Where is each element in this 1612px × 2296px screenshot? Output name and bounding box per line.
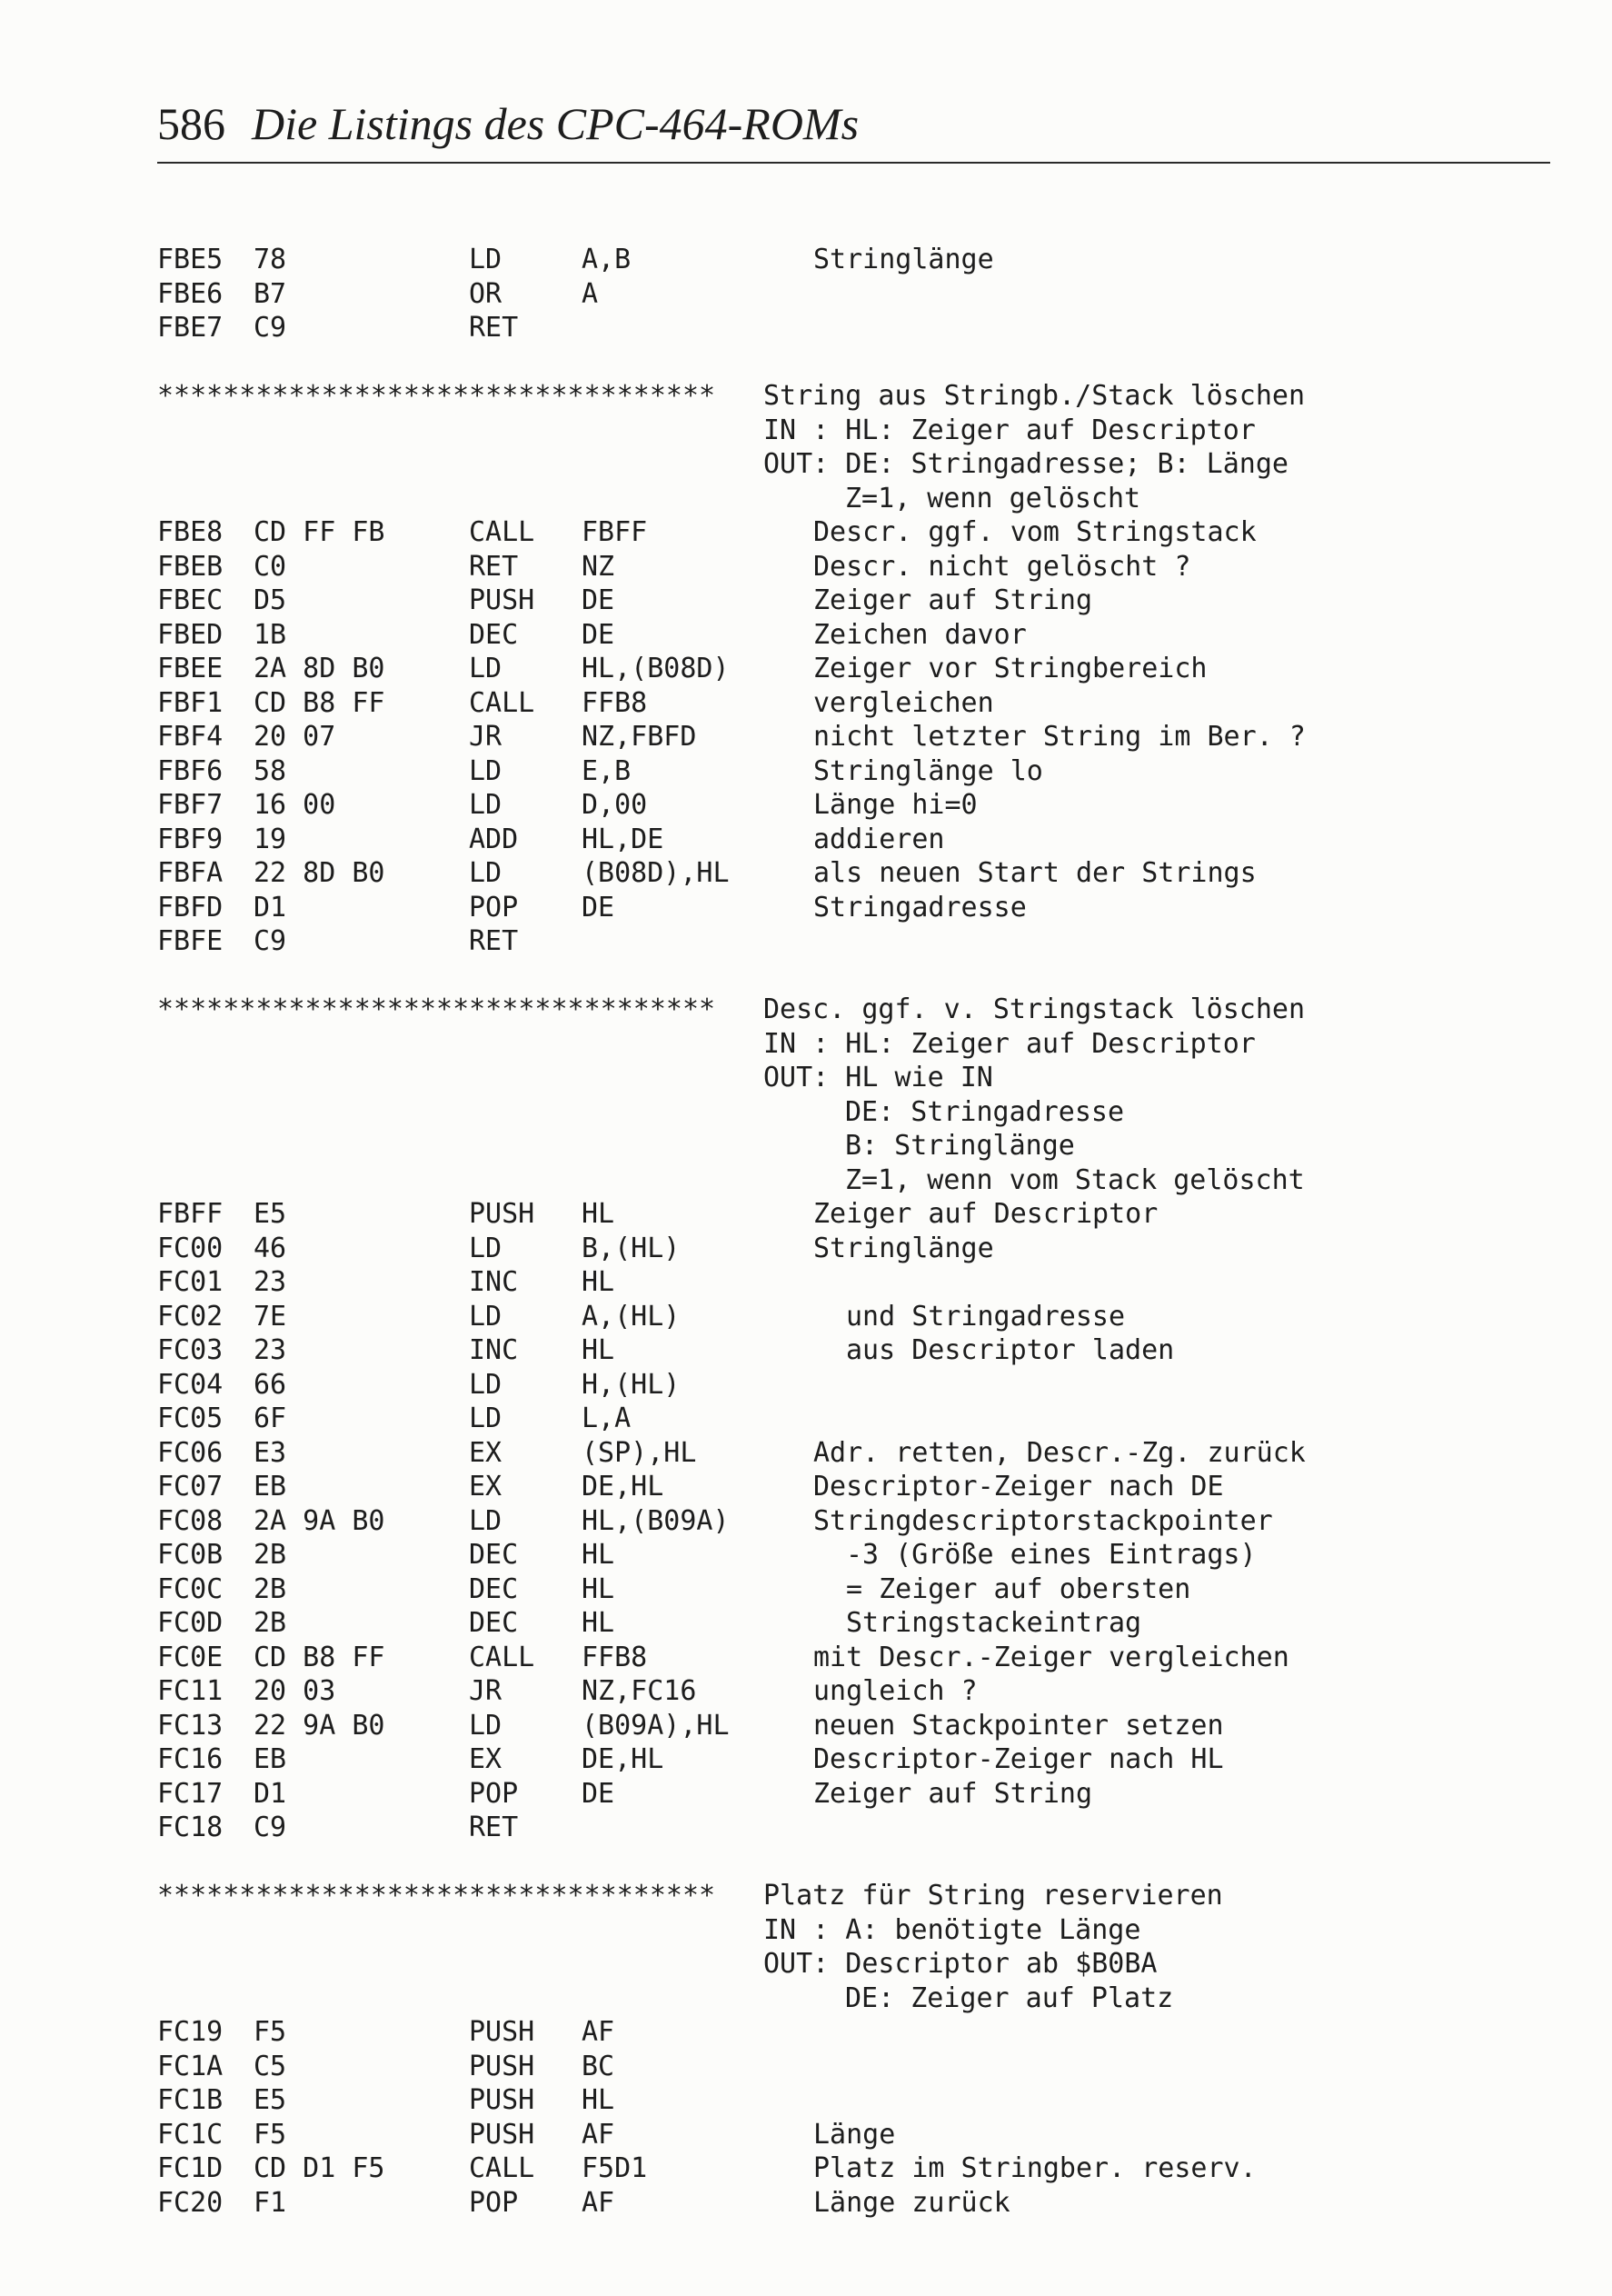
address-cell: FBF7 <box>157 789 224 821</box>
address-cell: FC03 <box>157 1334 224 1366</box>
address-cell: FBFE <box>157 925 224 957</box>
address-cell: FC00 <box>157 1232 224 1264</box>
section-note: DE: Stringadresse <box>845 1095 1125 1128</box>
comment: Zeiger auf String <box>813 584 1093 616</box>
mnemonic: RET <box>469 1812 519 1843</box>
address-cell: FC13 <box>157 1709 224 1742</box>
opcode-bytes: C9 <box>254 1812 287 1843</box>
comment: -3 (Größe eines Eintrags) <box>846 1539 1257 1571</box>
mnemonic: DEC <box>469 618 519 651</box>
code-row <box>0 1265 1612 1300</box>
section-note: Z=1, wenn vom Stack gelöscht <box>845 1163 1305 1196</box>
code-row <box>0 2151 1612 2186</box>
address-cell: FC1B <box>157 2084 224 2116</box>
opcode-bytes: 20 07 <box>254 721 336 753</box>
code-row <box>0 1470 1612 1504</box>
operand: DE <box>582 584 615 616</box>
comment: Zeiger auf Descriptor <box>813 1198 1159 1230</box>
opcode-bytes: B7 <box>254 277 287 310</box>
operand: FFB8 <box>582 686 648 719</box>
section-note-row <box>0 414 1612 448</box>
mnemonic: CALL <box>469 516 535 548</box>
section-note-row <box>0 447 1612 482</box>
operand: H,(HL) <box>582 1368 681 1401</box>
code-row <box>0 550 1612 584</box>
address-cell: FC1A <box>157 2050 224 2082</box>
opcode-bytes: 66 <box>254 1368 287 1401</box>
mnemonic: LD <box>469 244 503 275</box>
operand: HL <box>582 1607 615 1639</box>
section-title: String aus Stringb./Stack löschen <box>763 380 1306 412</box>
operand: D,00 <box>582 789 648 821</box>
comment: vergleichen <box>813 686 994 719</box>
mnemonic: PUSH <box>469 2118 535 2151</box>
assembly-listing <box>0 243 1612 2242</box>
code-row <box>0 1709 1612 1743</box>
opcode-bytes: 22 9A B0 <box>254 1709 385 1742</box>
operand: BC <box>582 2050 615 2082</box>
page-title: Die Listings des CPC-464-ROMs <box>252 98 860 149</box>
address-cell: FBFD <box>157 891 224 923</box>
comment: Zeiger vor Stringbereich <box>813 653 1208 684</box>
mnemonic: LD <box>469 857 503 889</box>
code-row <box>0 2118 1612 2152</box>
mnemonic: LD <box>469 754 503 787</box>
code-row <box>0 1777 1612 1812</box>
comment: Stringstackeintrag <box>846 1607 1142 1639</box>
address-cell: FBE5 <box>157 244 224 275</box>
opcode-bytes: F5 <box>254 2016 287 2048</box>
separator-stars: ********************************** <box>157 993 716 1025</box>
address-cell: FC02 <box>157 1300 224 1333</box>
opcode-bytes: F5 <box>254 2118 287 2151</box>
operand: NZ,FC16 <box>582 1675 697 1707</box>
code-row <box>0 686 1612 721</box>
section-note: DE: Zeiger auf Platz <box>845 1982 1174 2014</box>
address-cell: FBF1 <box>157 686 224 719</box>
comment: Stringlänge <box>813 244 994 275</box>
section-note: OUT: DE: Stringadresse; B: Länge <box>763 448 1289 480</box>
comment: Descriptor-Zeiger nach DE <box>813 1471 1224 1502</box>
opcode-bytes: 16 00 <box>254 789 336 821</box>
operand: B,(HL) <box>582 1232 681 1264</box>
section-header-row <box>0 993 1612 1027</box>
address-cell: FC08 <box>157 1504 224 1537</box>
code-row <box>0 891 1612 925</box>
section-note-row <box>0 1027 1612 1062</box>
code-row <box>0 1606 1612 1641</box>
mnemonic: CALL <box>469 686 535 719</box>
code-row <box>0 720 1612 754</box>
mnemonic: LD <box>469 1403 503 1434</box>
comment: Stringlänge lo <box>813 754 1043 787</box>
opcode-bytes: 1B <box>254 618 287 651</box>
opcode-bytes: 23 <box>254 1334 287 1366</box>
opcode-bytes: CD FF FB <box>254 516 385 548</box>
section-note: OUT: Descriptor ab $B0BA <box>763 1948 1158 1980</box>
operand: HL <box>582 1266 615 1298</box>
mnemonic: POP <box>469 891 519 923</box>
opcode-bytes: CD D1 F5 <box>254 2152 385 2184</box>
comment: Stringadresse <box>813 891 1027 923</box>
section-note: Z=1, wenn gelöscht <box>845 482 1141 514</box>
comment: ungleich ? <box>813 1675 978 1707</box>
operand: A,(HL) <box>582 1300 681 1333</box>
comment: Zeichen davor <box>813 618 1027 651</box>
section-note: B: Stringlänge <box>845 1130 1075 1162</box>
operand: HL,DE <box>582 823 664 855</box>
code-row <box>0 788 1612 823</box>
section-note-row <box>0 1129 1612 1163</box>
opcode-bytes: 7E <box>254 1300 287 1333</box>
mnemonic: EX <box>469 1436 503 1469</box>
comment: und Stringadresse <box>846 1300 1126 1333</box>
section-note: IN : HL: Zeiger auf Descriptor <box>763 414 1256 446</box>
code-row <box>0 1368 1612 1403</box>
address-cell: FC0C <box>157 1572 224 1605</box>
comment: Platz im Stringber. reserv. <box>813 2152 1257 2184</box>
code-row <box>0 1811 1612 1845</box>
comment: mit Descr.-Zeiger vergleichen <box>813 1641 1289 1673</box>
operand: HL,(B08D) <box>582 653 730 684</box>
code-row <box>0 1538 1612 1572</box>
operand: DE <box>582 1777 615 1810</box>
operand: DE <box>582 618 615 651</box>
code-row <box>0 1572 1612 1607</box>
address-cell: FBE8 <box>157 516 224 548</box>
code-row <box>0 1504 1612 1539</box>
comment: Stringdescriptorstackpointer <box>813 1504 1273 1537</box>
address-cell: FC04 <box>157 1368 224 1401</box>
code-row <box>0 2015 1612 2050</box>
opcode-bytes: 6F <box>254 1403 287 1434</box>
section-note: IN : A: benötigte Länge <box>763 1913 1141 1946</box>
section-note-row <box>0 1913 1612 1948</box>
operand: HL <box>582 2084 615 2116</box>
mnemonic: PUSH <box>469 2084 535 2116</box>
opcode-bytes: 23 <box>254 1266 287 1298</box>
code-row <box>0 1300 1612 1334</box>
comment: = Zeiger auf obersten <box>846 1572 1191 1605</box>
page-number: 586 <box>157 98 225 149</box>
address-cell: FC05 <box>157 1403 224 1434</box>
code-row <box>0 584 1612 618</box>
operand: (B08D),HL <box>582 857 730 889</box>
code-row <box>0 515 1612 550</box>
comment: Stringlänge <box>813 1232 994 1264</box>
mnemonic: POP <box>469 1777 519 1810</box>
address-cell: FBE7 <box>157 312 224 344</box>
code-row <box>0 823 1612 857</box>
address-cell: FC0D <box>157 1607 224 1639</box>
code-row <box>0 2186 1612 2221</box>
comment: Descr. nicht gelöscht ? <box>813 550 1191 583</box>
address-cell: FBF9 <box>157 823 224 855</box>
code-row <box>0 924 1612 959</box>
operand: AF <box>582 2186 615 2219</box>
address-cell: FC17 <box>157 1777 224 1810</box>
opcode-bytes: 2B <box>254 1539 287 1571</box>
opcode-bytes: E3 <box>254 1436 287 1469</box>
opcode-bytes: EB <box>254 1743 287 1775</box>
opcode-bytes: D5 <box>254 584 287 616</box>
mnemonic: INC <box>469 1334 519 1366</box>
comment: Descr. ggf. vom Stringstack <box>813 516 1257 548</box>
blank-row <box>0 345 1612 380</box>
opcode-bytes: C9 <box>254 925 287 957</box>
code-row <box>0 243 1612 277</box>
mnemonic: EX <box>469 1471 503 1502</box>
opcode-bytes: D1 <box>254 891 287 923</box>
operand: FBFF <box>582 516 648 548</box>
code-row <box>0 277 1612 312</box>
comment: Länge hi=0 <box>813 789 978 821</box>
opcode-bytes: E5 <box>254 2084 287 2116</box>
comment: Descriptor-Zeiger nach HL <box>813 1743 1224 1775</box>
section-note-row <box>0 1947 1612 1982</box>
operand: DE,HL <box>582 1471 664 1502</box>
operand: (B09A),HL <box>582 1709 730 1742</box>
operand: FFB8 <box>582 1641 648 1673</box>
code-row <box>0 1402 1612 1436</box>
address-cell: FC11 <box>157 1675 224 1707</box>
mnemonic: PUSH <box>469 1198 535 1230</box>
operand: NZ,FBFD <box>582 721 697 753</box>
address-cell: FBEE <box>157 653 224 684</box>
operand: A,B <box>582 244 632 275</box>
section-note: OUT: HL wie IN <box>763 1062 993 1093</box>
comment: nicht letzter String im Ber. ? <box>813 721 1306 753</box>
opcode-bytes: C9 <box>254 312 287 344</box>
comment: Länge <box>813 2118 896 2151</box>
address-cell: FC07 <box>157 1471 224 1502</box>
code-row <box>0 1674 1612 1709</box>
opcode-bytes: C0 <box>254 550 287 583</box>
opcode-bytes: 78 <box>254 244 287 275</box>
mnemonic: INC <box>469 1266 519 1298</box>
operand: HL <box>582 1539 615 1571</box>
code-row <box>0 1232 1612 1266</box>
address-cell: FC01 <box>157 1266 224 1298</box>
mnemonic: LD <box>469 1368 503 1401</box>
mnemonic: LD <box>469 789 503 821</box>
mnemonic: CALL <box>469 1641 535 1673</box>
section-note: IN : HL: Zeiger auf Descriptor <box>763 1027 1256 1060</box>
code-row <box>0 2083 1612 2118</box>
code-row <box>0 1436 1612 1471</box>
address-cell: FC1D <box>157 2152 224 2184</box>
code-row <box>0 856 1612 891</box>
operand: A <box>582 277 599 310</box>
mnemonic: OR <box>469 277 503 310</box>
operand: AF <box>582 2016 615 2048</box>
header-rule <box>157 162 1550 164</box>
address-cell: FC0E <box>157 1641 224 1673</box>
operand: HL <box>582 1198 615 1230</box>
comment: neuen Stackpointer setzen <box>813 1709 1224 1742</box>
operand: HL <box>582 1572 615 1605</box>
code-row <box>0 754 1612 789</box>
comment: Zeiger auf String <box>813 1777 1093 1810</box>
code-row <box>0 652 1612 686</box>
opcode-bytes: C5 <box>254 2050 287 2082</box>
address-cell: FBEC <box>157 584 224 616</box>
section-header-row <box>0 1879 1612 1913</box>
mnemonic: ADD <box>469 823 519 855</box>
mnemonic: LD <box>469 1300 503 1333</box>
separator-stars: ********************************** <box>157 1880 716 1912</box>
operand: L,A <box>582 1403 632 1434</box>
address-cell: FBF4 <box>157 721 224 753</box>
mnemonic: PUSH <box>469 2050 535 2082</box>
mnemonic: DEC <box>469 1539 519 1571</box>
code-row <box>0 1197 1612 1232</box>
section-title: Desc. ggf. v. Stringstack löschen <box>763 993 1306 1025</box>
mnemonic: DEC <box>469 1572 519 1605</box>
mnemonic: CALL <box>469 2152 535 2184</box>
opcode-bytes: 46 <box>254 1232 287 1264</box>
code-row <box>0 1641 1612 1675</box>
opcode-bytes: 19 <box>254 823 287 855</box>
opcode-bytes: 22 8D B0 <box>254 857 385 889</box>
operand: AF <box>582 2118 615 2151</box>
mnemonic: JR <box>469 1675 503 1707</box>
opcode-bytes: 20 03 <box>254 1675 336 1707</box>
opcode-bytes: CD B8 FF <box>254 686 385 719</box>
blank-row <box>0 1845 1612 1880</box>
code-row <box>0 1742 1612 1777</box>
opcode-bytes: 2A 8D B0 <box>254 653 385 684</box>
operand: (SP),HL <box>582 1436 697 1469</box>
opcode-bytes: EB <box>254 1471 287 1502</box>
comment: addieren <box>813 823 945 855</box>
address-cell: FC06 <box>157 1436 224 1469</box>
operand: E,B <box>582 754 632 787</box>
opcode-bytes: 2B <box>254 1607 287 1639</box>
separator-stars: ********************************** <box>157 380 716 412</box>
operand: HL <box>582 1334 615 1366</box>
operand: NZ <box>582 550 615 583</box>
blank-row <box>0 959 1612 993</box>
mnemonic: LD <box>469 1232 503 1264</box>
mnemonic: JR <box>469 721 503 753</box>
mnemonic: LD <box>469 1504 503 1537</box>
opcode-bytes: D1 <box>254 1777 287 1810</box>
comment: aus Descriptor laden <box>846 1334 1175 1366</box>
section-note-row <box>0 482 1612 516</box>
operand: DE <box>582 891 615 923</box>
mnemonic: EX <box>469 1743 503 1775</box>
section-title: Platz für String reservieren <box>763 1880 1223 1912</box>
operand: F5D1 <box>582 2152 648 2184</box>
mnemonic: RET <box>469 550 519 583</box>
address-cell: FBFA <box>157 857 224 889</box>
operand: HL,(B09A) <box>582 1504 730 1537</box>
opcode-bytes: CD B8 FF <box>254 1641 385 1673</box>
address-cell: FBE6 <box>157 277 224 310</box>
opcode-bytes: 2A 9A B0 <box>254 1504 385 1537</box>
address-cell: FC18 <box>157 1812 224 1843</box>
mnemonic: POP <box>469 2186 519 2219</box>
comment: Adr. retten, Descr.-Zg. zurück <box>813 1436 1306 1469</box>
address-cell: FC19 <box>157 2016 224 2048</box>
code-row <box>0 1333 1612 1368</box>
mnemonic: PUSH <box>469 2016 535 2048</box>
mnemonic: DEC <box>469 1607 519 1639</box>
opcode-bytes: F1 <box>254 2186 287 2219</box>
code-row <box>0 311 1612 345</box>
section-header-row <box>0 379 1612 414</box>
address-cell: FC1C <box>157 2118 224 2151</box>
address-cell: FC16 <box>157 1743 224 1775</box>
section-note-row <box>0 1163 1612 1198</box>
section-note-row <box>0 1061 1612 1095</box>
mnemonic: RET <box>469 312 519 344</box>
address-cell: FBF6 <box>157 754 224 787</box>
opcode-bytes: 58 <box>254 754 287 787</box>
code-row <box>0 2050 1612 2084</box>
operand: DE,HL <box>582 1743 664 1775</box>
code-row <box>0 618 1612 653</box>
address-cell: FBFF <box>157 1198 224 1230</box>
comment: als neuen Start der Strings <box>813 857 1257 889</box>
opcode-bytes: E5 <box>254 1198 287 1230</box>
address-cell: FBED <box>157 618 224 651</box>
mnemonic: PUSH <box>469 584 535 616</box>
mnemonic: RET <box>469 925 519 957</box>
section-note-row <box>0 1095 1612 1130</box>
mnemonic: LD <box>469 653 503 684</box>
address-cell: FC0B <box>157 1539 224 1571</box>
address-cell: FBEB <box>157 550 224 583</box>
comment: Länge zurück <box>813 2186 1010 2219</box>
opcode-bytes: 2B <box>254 1572 287 1605</box>
section-note-row <box>0 1982 1612 2016</box>
mnemonic: LD <box>469 1709 503 1742</box>
address-cell: FC20 <box>157 2186 224 2219</box>
